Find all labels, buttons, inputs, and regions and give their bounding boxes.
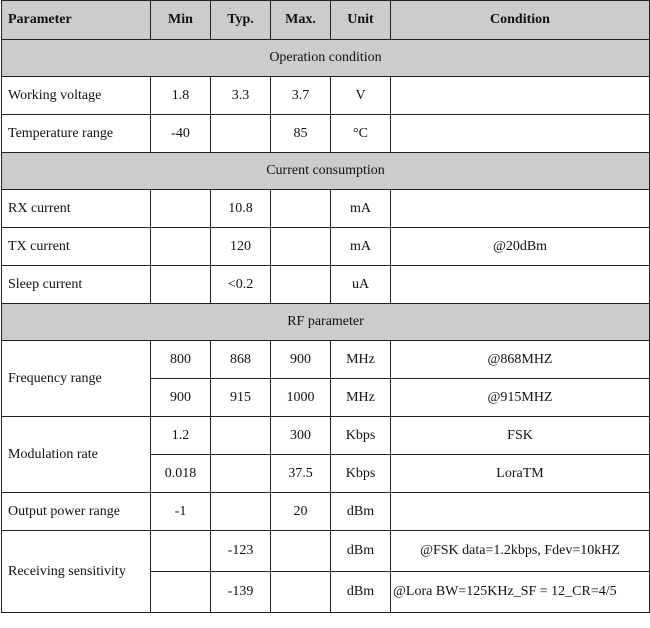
header-condition: Condition [391,1,650,40]
table-row [2,266,650,304]
unit-cell: dBm [331,493,391,531]
unit-cell: dBm [331,531,391,572]
max-cell [271,228,331,266]
max-cell: 900 [271,341,331,379]
max-cell [271,190,331,228]
table-row [2,531,650,572]
condition-cell [391,493,650,531]
min-cell: 1.8 [151,77,211,115]
condition-cell: LoraTM [391,455,650,493]
unit-cell: mA [331,228,391,266]
param-cell: RX current [2,190,151,228]
condition-cell [391,115,650,153]
unit-cell: mA [331,190,391,228]
max-cell: 20 [271,493,331,531]
param-cell: Output power range [2,493,151,531]
min-cell: -40 [151,115,211,153]
section-title: RF parameter [2,304,650,341]
param-cell: Working voltage [2,77,151,115]
typ-cell: -139 [211,572,271,613]
max-cell: 37.5 [271,455,331,493]
min-cell [151,266,211,304]
min-cell [151,228,211,266]
section-title: Operation condition [2,40,650,77]
unit-cell: V [331,77,391,115]
condition-cell [391,77,650,115]
header-row [2,1,650,40]
condition-cell: @FSK data=1.2kbps, Fdev=10kHZ [391,531,650,572]
header-unit: Unit [331,1,391,40]
typ-cell: 3.3 [211,77,271,115]
min-cell: 0.018 [151,455,211,493]
min-cell: 1.2 [151,417,211,455]
unit-cell: MHz [331,379,391,417]
table-row [2,190,650,228]
unit-cell: Kbps [331,455,391,493]
section-title: Current consumption [2,153,650,190]
unit-cell: °C [331,115,391,153]
table-row [2,341,650,379]
typ-cell [211,115,271,153]
param-cell: Temperature range [2,115,151,153]
max-cell: 300 [271,417,331,455]
param-cell: Sleep current [2,266,151,304]
header-min: Min [151,1,211,40]
min-cell [151,531,211,572]
condition-cell: @20dBm [391,228,650,266]
unit-cell: dBm [331,572,391,613]
param-cell: Receiving sensitivity [2,531,151,613]
table-row [2,77,650,115]
typ-cell [211,493,271,531]
specifications-table [1,0,650,613]
table-row [2,417,650,455]
max-cell [271,266,331,304]
unit-cell: MHz [331,341,391,379]
typ-cell: 10.8 [211,190,271,228]
unit-cell: Kbps [331,417,391,455]
max-cell [271,531,331,572]
typ-cell: 868 [211,341,271,379]
typ-cell: -123 [211,531,271,572]
section-operation-condition [2,40,650,77]
table-row [2,115,650,153]
condition-cell: @Lora BW=125KHz_SF = 12_CR=4/5 [391,572,650,613]
section-current-consumption [2,153,650,190]
typ-cell [211,417,271,455]
min-cell [151,572,211,613]
header-parameter: Parameter [2,1,151,40]
typ-cell [211,455,271,493]
section-rf-parameter [2,304,650,341]
max-cell: 1000 [271,379,331,417]
max-cell: 3.7 [271,77,331,115]
param-cell: TX current [2,228,151,266]
condition-cell: @868MHZ [391,341,650,379]
max-cell [271,572,331,613]
table-row [2,493,650,531]
param-cell: Frequency range [2,341,151,417]
condition-cell [391,190,650,228]
table-row [2,228,650,266]
param-cell: Modulation rate [2,417,151,493]
typ-cell: 120 [211,228,271,266]
min-cell: 800 [151,341,211,379]
header-max: Max. [271,1,331,40]
unit-cell: uA [331,266,391,304]
min-cell: 900 [151,379,211,417]
min-cell [151,190,211,228]
condition-cell: @915MHZ [391,379,650,417]
header-typ: Typ. [211,1,271,40]
typ-cell: 915 [211,379,271,417]
typ-cell: <0.2 [211,266,271,304]
max-cell: 85 [271,115,331,153]
min-cell: -1 [151,493,211,531]
condition-cell [391,266,650,304]
condition-cell: FSK [391,417,650,455]
